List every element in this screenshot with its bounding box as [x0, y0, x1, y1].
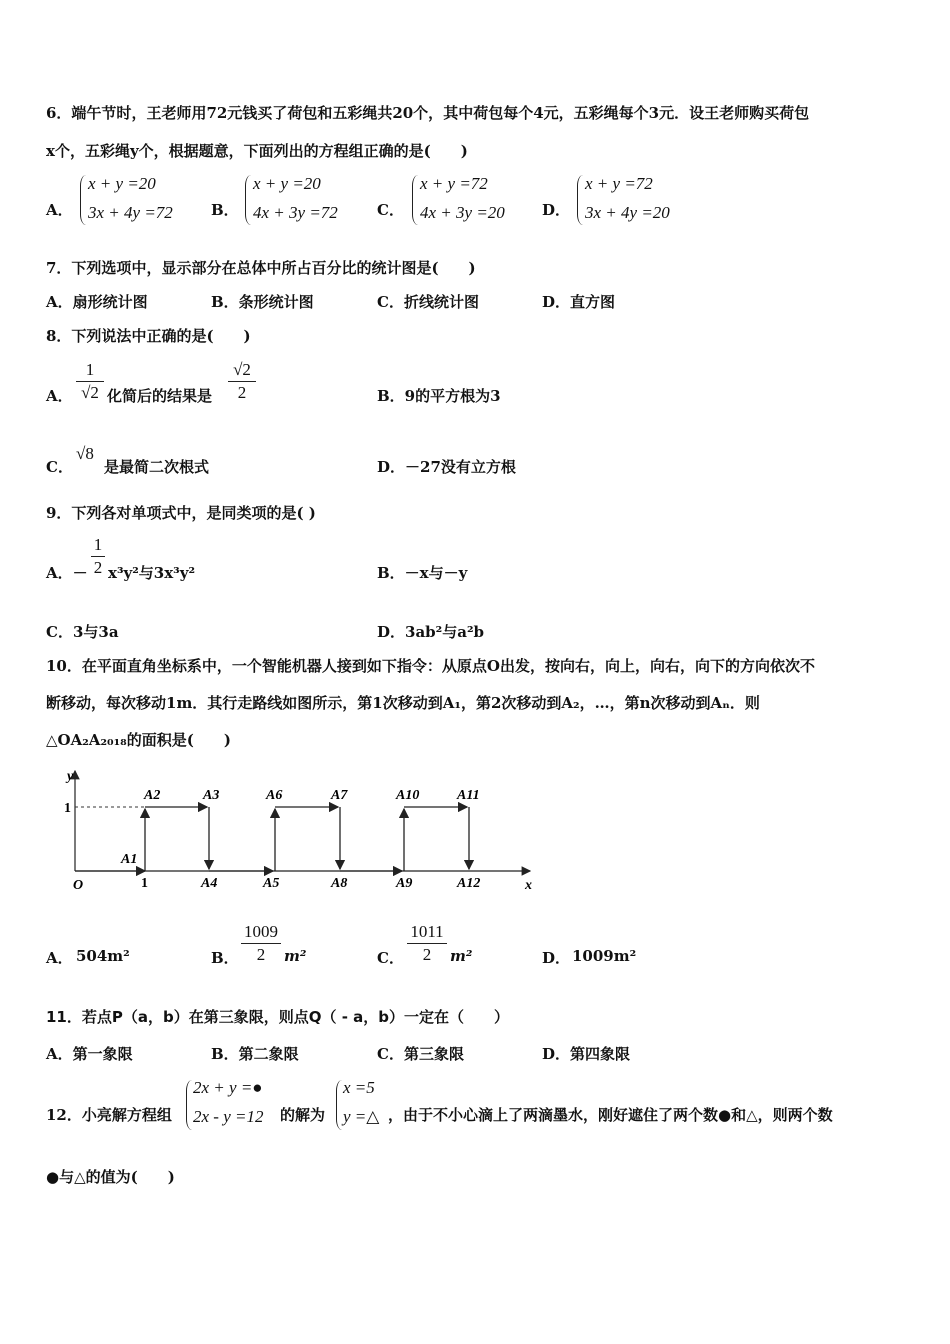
q7-option-d: D．直方图: [542, 293, 616, 311]
x-axis-label: x: [525, 878, 532, 893]
q6-d-eq1: x + y =72: [585, 174, 653, 193]
q8-a-result: [228, 360, 256, 403]
x-one-label: 1: [141, 876, 148, 891]
q10-b-label: B．: [211, 949, 239, 967]
q12-eq2: 2x - y =12: [193, 1107, 264, 1126]
point-a7: A7: [331, 788, 348, 803]
q8-a-result-numerator: √2: [233, 360, 251, 379]
q6-c-eq1: x + y =72: [420, 174, 488, 193]
q6-stem-line1: 6．端午节时，王老师用72元钱买了荷包和五彩绳共20个，其中荷包每个4元，五彩绳每个3元．设王老师购买荷包: [46, 104, 810, 122]
q9-a-numerator: 1: [93, 535, 103, 554]
q6-a-label: A．: [46, 201, 73, 219]
q10-path-figure: [55, 765, 545, 900]
q6-stem-line2: x个，五彩绳y个，根据题意，下面列出的方程组正确的是( ): [46, 142, 468, 160]
point-a4: A4: [201, 876, 218, 891]
point-a11: A11: [457, 788, 480, 803]
q6-c-label: C．: [377, 201, 404, 219]
q10-b-fraction: [241, 922, 281, 965]
q10-c-denominator: 2: [422, 945, 432, 964]
q10-c-unit: m²: [450, 947, 473, 965]
q12-line2: ●与△的值为( ): [46, 1168, 175, 1186]
q6-d-eq2: 3x + 4y =20: [585, 203, 670, 222]
q8-c-text: 是最简二次根式: [104, 458, 210, 476]
q10-d-label: D．: [542, 949, 571, 967]
point-a12: A12: [457, 876, 481, 891]
brace: [577, 175, 583, 225]
y-one-label: 1: [64, 801, 71, 816]
q8-a-denominator: √2: [81, 383, 99, 402]
q8-a-numerator: 1: [85, 360, 95, 379]
q12-mid: 的解为: [280, 1106, 326, 1124]
q9-option-b: B．－x与－y: [377, 564, 468, 582]
brace: [336, 1080, 342, 1130]
q9-option-d: D．3ab²与a²b: [377, 623, 484, 641]
q6-d-label: D．: [542, 201, 571, 219]
point-a10: A10: [396, 788, 420, 803]
q10-c-label: C．: [377, 949, 404, 967]
q6-c-eq2: 4x + 3y =20: [420, 203, 505, 222]
q8-a-text: 化简后的结果是: [107, 387, 213, 405]
q12-eq1: 2x + y =●: [193, 1078, 263, 1097]
q10-c-numerator: 1011: [410, 922, 444, 941]
q8-c-radical: √8: [76, 444, 94, 463]
q12-prefix: 12．小亮解方程组: [46, 1106, 172, 1124]
q11-option-a: A．第一象限: [46, 1045, 133, 1063]
q7-stem: 7．下列选项中，显示部分在总体中所占百分比的统计图是( ): [46, 259, 476, 277]
q6-b-label: B．: [211, 201, 239, 219]
point-a1: A1: [121, 852, 138, 867]
q10-b-numerator: 1009: [244, 922, 278, 941]
q11-option-b: B．第二象限: [211, 1045, 299, 1063]
q10-stem-line2: 断移动，每次移动1m．其行走路线如图所示，第1次移动到A₁，第2次移动到A₂，…，第n次移动到Aₙ．则: [46, 694, 760, 712]
q8-c-label: C．: [46, 458, 73, 476]
q8-option-d: D．－27没有立方根: [377, 458, 516, 476]
q10-c-fraction: [407, 922, 447, 965]
q6-b-eq1: x + y =20: [253, 174, 321, 193]
q9-a-label: A．－: [46, 564, 88, 582]
q10-b-denominator: 2: [256, 945, 266, 964]
q9-stem: 9．下列各对单项式中，是同类项的是( ): [46, 504, 316, 522]
q7-option-c: C．折线统计图: [377, 293, 479, 311]
q12-suffix: ，由于不小心滴上了两滴墨水，刚好遮住了两个数●和△，则两个数: [388, 1106, 833, 1124]
q12-sol2: y =△: [343, 1107, 380, 1126]
q8-stem: 8．下列说法中正确的是( ): [46, 327, 251, 345]
point-a9: A9: [396, 876, 413, 891]
q12-sol1: x =5: [343, 1078, 375, 1097]
brace: [412, 175, 418, 225]
brace: [80, 175, 86, 225]
q10-b-unit: m²: [284, 947, 307, 965]
q10-d-value: 1009m²: [572, 947, 637, 965]
point-a2: A2: [144, 788, 161, 803]
q9-a-fraction: [91, 535, 105, 578]
q10-a-label: A．: [46, 949, 73, 967]
point-a8: A8: [331, 876, 348, 891]
point-a5: A5: [263, 876, 280, 891]
point-a6: A6: [266, 788, 283, 803]
q10-stem-line3: △OA₂A₂₀₁₈的面积是( ): [46, 731, 231, 749]
q10-stem-line1: 10．在平面直角坐标系中，一个智能机器人接到如下指令：从原点O出发，按向右，向上，向右，向下的方向依次不: [46, 657, 815, 675]
point-labels: [120, 788, 480, 891]
q6-a-eq1: x + y =20: [88, 174, 156, 193]
brace: [245, 175, 251, 225]
q6-a-eq2: 3x + 4y =72: [88, 203, 173, 222]
y-axis-label: y: [67, 769, 74, 784]
q8-a-result-denominator: 2: [237, 383, 247, 402]
q11-option-c: C．第三象限: [377, 1045, 464, 1063]
point-a3: A3: [203, 788, 220, 803]
q7-option-b: B．条形统计图: [211, 293, 314, 311]
q9-option-c: C．3与3a: [46, 623, 119, 641]
q9-a-text: x³y²与3x³y²: [108, 564, 196, 582]
origin-label: O: [73, 878, 84, 893]
q8-option-b: B．9的平方根为3: [377, 387, 501, 405]
q6-b-eq2: 4x + 3y =72: [253, 203, 338, 222]
q7-option-a: A．扇形统计图: [46, 293, 148, 311]
q8-a-fraction: [76, 360, 104, 403]
q10-a-value: 504m²: [76, 947, 130, 965]
q11-option-d: D．第四象限: [542, 1045, 631, 1063]
brace: [186, 1080, 192, 1130]
q11-stem: 11．若点P（a，b）在第三象限，则点Q（ - a，b）一定在（ ）: [46, 1008, 510, 1026]
q8-a-label: A．: [46, 387, 73, 405]
q9-a-denominator: 2: [93, 558, 103, 577]
